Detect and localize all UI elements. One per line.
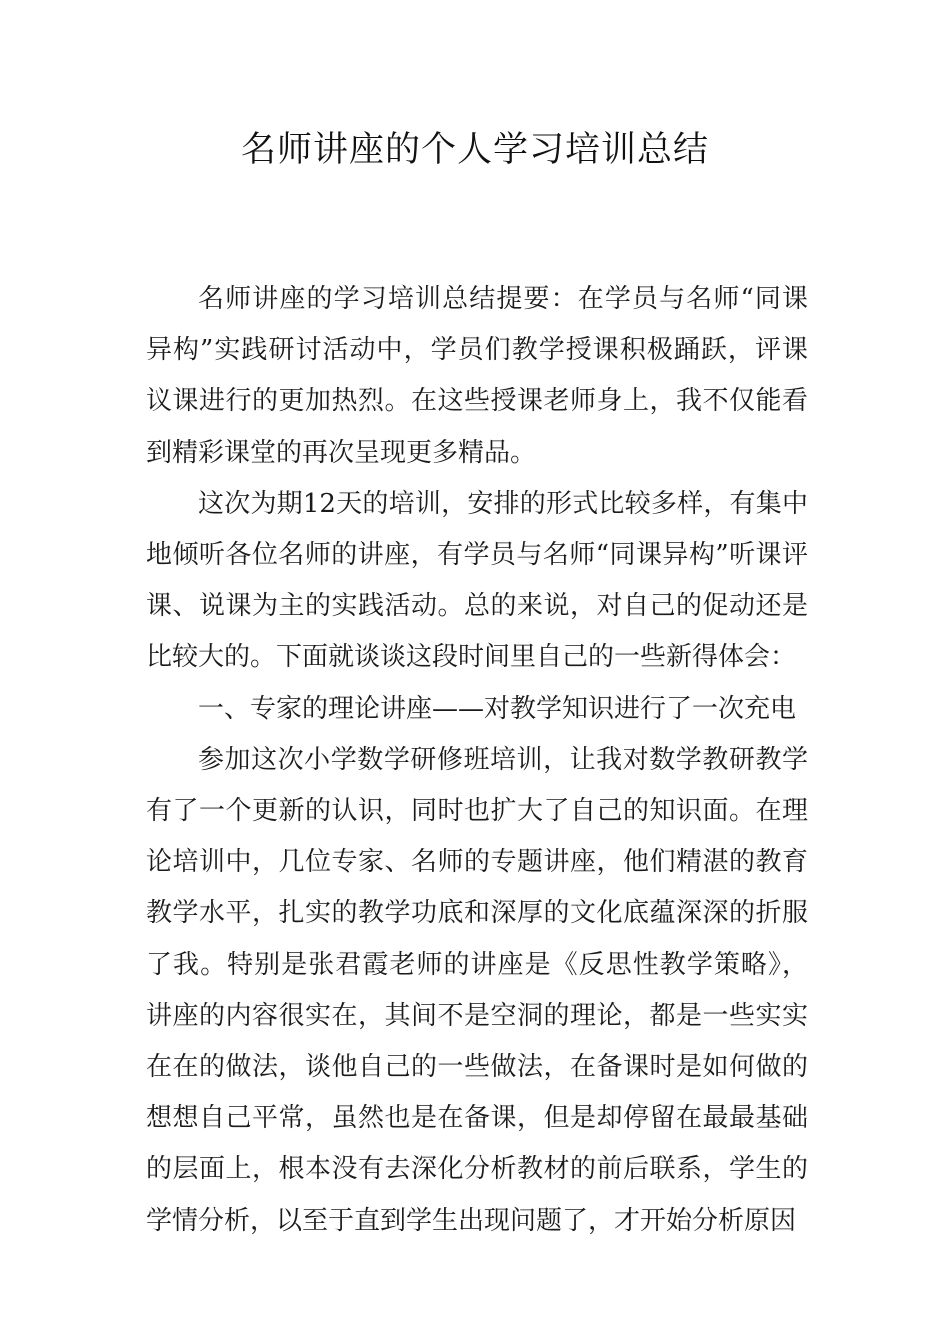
paragraph-section-1: 参加这次小学数学研修班培训，让我对数学教研教学有了一个更新的认识，同时也扩大了自己的知识面。在理论培训中，几位专家、名师的专题讲座，他们精湛的教育教学水平，扎实的教学功底和深厚的文化底蕴深深的折服了我。特别是张君霞老师的讲座是《反思性教学策略》，讲座的内容很实在，其间不是空洞的理论，都是一些实实在在的做法，谈他自己的一些做法，在备课时是如何做的想想自己平常，虽然也是在备课，但是却停留在最最基础的层面上，根本没有去深化分析教材的前后联系，学生的学情分析，以至于直到学生出现问题了，才开始分析原因 — [146, 744, 808, 1236]
paragraph-overview: 这次为期12天的培训，安排的形式比较多样，有集中地倾听各位名师的讲座，有学员与名师“同课异构”听课评课、说课为主的实践活动。总的来说，对自己的促动还是比较大的。下面就谈谈这段时间里自己的一些新得体会： — [146, 488, 808, 673]
section-heading-1: 一、专家的理论讲座——对教学知识进行了一次充电 — [198, 693, 797, 724]
document-title: 名师讲座的个人学习培训总结 — [240, 130, 709, 170]
paragraph-summary: 名师讲座的学习培训总结提要：在学员与名师“同课异构”实践研讨活动中，学员们教学授课积极踊跃，评课议课进行的更加热烈。在这些授课老师身上，我不仅能看到精彩课堂的再次呈现更多精品。 — [146, 284, 808, 468]
document-body — [146, 274, 808, 1247]
